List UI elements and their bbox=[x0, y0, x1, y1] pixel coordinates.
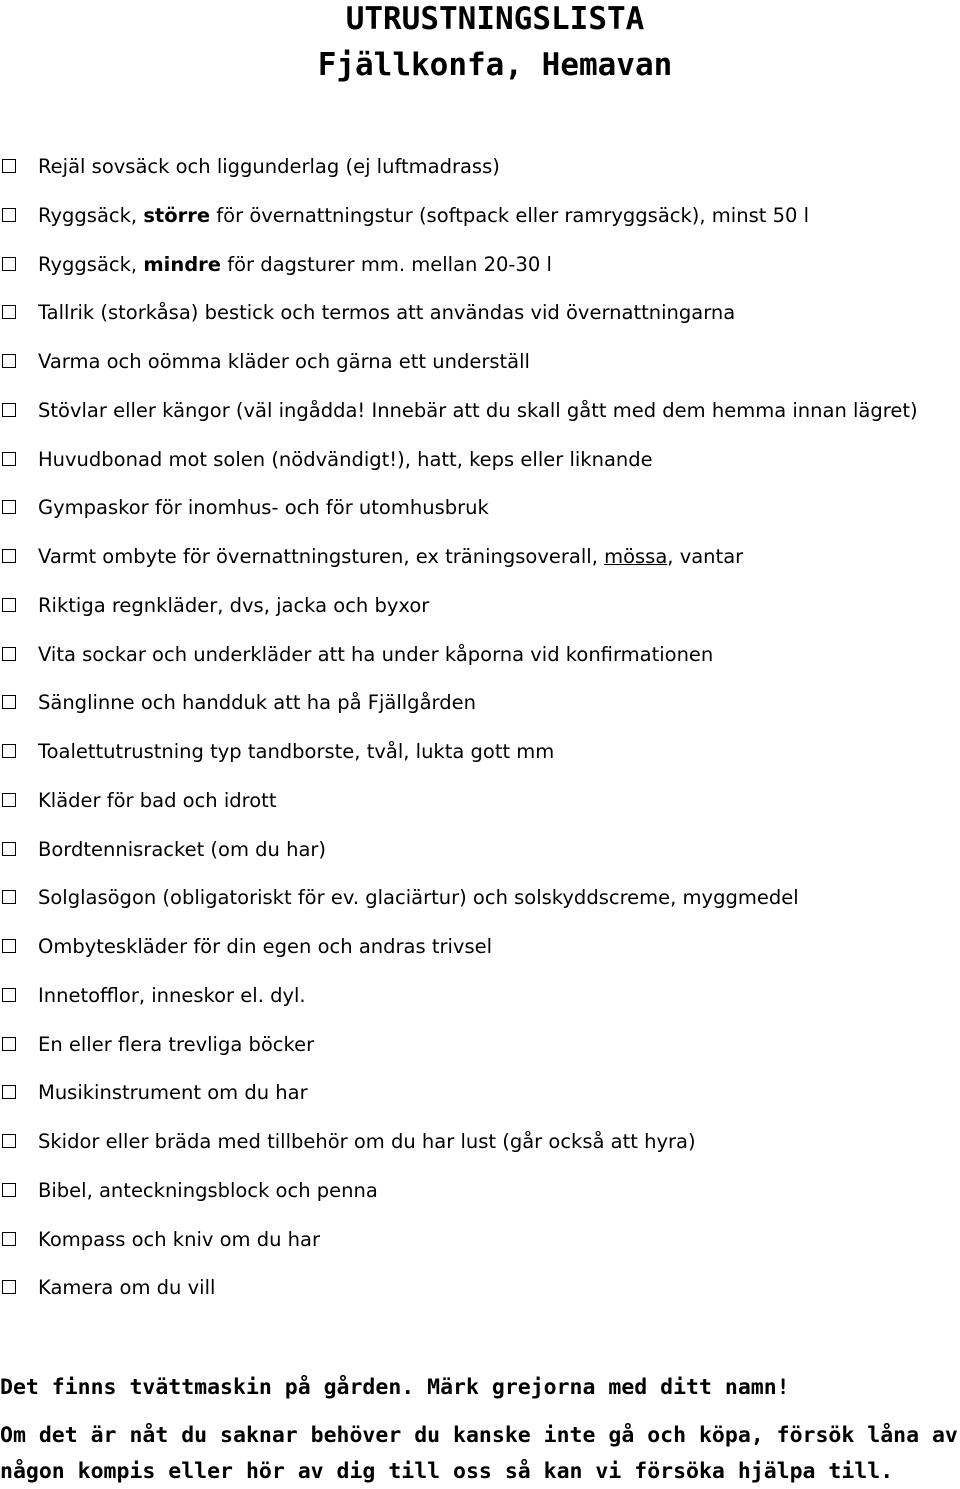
checklist-item bbox=[0, 201, 960, 231]
checklist-item-label bbox=[38, 542, 743, 572]
checkbox[interactable] bbox=[2, 257, 16, 271]
text-segment: Skidor eller bräda med tillbehör om du har lust (går också att hyra) bbox=[38, 1130, 696, 1153]
checklist-item-label bbox=[38, 1030, 314, 1060]
text-segment: Ryggsäck, bbox=[38, 252, 144, 276]
checklist-item bbox=[0, 1176, 960, 1206]
checkbox[interactable] bbox=[2, 159, 16, 173]
checkbox[interactable] bbox=[2, 890, 16, 904]
checklist-item-label bbox=[38, 298, 735, 328]
text-segment: Varmt ombyte för övernattningsturen, ex träningsoverall, bbox=[38, 545, 605, 568]
checkbox[interactable] bbox=[2, 305, 16, 319]
text-segment: Bordtennisracket (om du har) bbox=[38, 837, 327, 861]
text-segment: för dagsturer mm. mellan 20-30 l bbox=[221, 252, 552, 276]
checklist-item-label bbox=[38, 835, 326, 865]
emphasis-bold: mindre bbox=[143, 252, 221, 276]
checklist-item-label bbox=[38, 591, 429, 621]
checklist-item-label bbox=[38, 250, 552, 280]
checklist-item bbox=[0, 640, 960, 670]
footer-note-laundry: Det finns tvättmaskin på gården. Märk grejorna med ditt namn! bbox=[0, 1375, 790, 1400]
text-segment: Ombyteskläder för din egen och andras trivsel bbox=[38, 935, 493, 958]
checklist-item-label bbox=[38, 1225, 320, 1255]
checkbox[interactable] bbox=[2, 549, 16, 563]
checklist-item bbox=[0, 1225, 960, 1255]
checkbox[interactable] bbox=[2, 1183, 16, 1197]
text-segment: En eller flera trevliga böcker bbox=[38, 1032, 315, 1056]
text-segment: Bibel, anteckningsblock och penna bbox=[38, 1178, 378, 1202]
checklist-item bbox=[0, 298, 960, 328]
checklist-item bbox=[0, 688, 960, 718]
emphasis-underline: mössa bbox=[604, 545, 668, 568]
checklist-item bbox=[0, 250, 960, 280]
checklist-item-label bbox=[38, 152, 500, 182]
checklist-item bbox=[0, 591, 960, 621]
checklist-item bbox=[0, 786, 960, 816]
checklist-item-label bbox=[38, 1176, 378, 1206]
checklist-item bbox=[0, 542, 960, 572]
checkbox[interactable] bbox=[2, 647, 16, 661]
text-segment: Rejäl sovsäck och liggunderlag (ej luftmadrass) bbox=[38, 155, 500, 178]
checkbox[interactable] bbox=[2, 793, 16, 807]
checklist-item bbox=[0, 981, 960, 1011]
text-segment: , vantar bbox=[667, 545, 744, 568]
emphasis-bold: större bbox=[143, 203, 211, 227]
text-segment: Kamera om du vill bbox=[38, 1276, 216, 1300]
checklist-item bbox=[0, 445, 960, 475]
text-segment: Kläder för bad och idrott bbox=[38, 788, 277, 812]
text-segment: Stövlar eller kängor (väl ingådda! Innebär att du skall gått med dem hemma innan lägret) bbox=[38, 398, 918, 422]
checklist-item-label bbox=[38, 1127, 696, 1157]
checkbox[interactable] bbox=[2, 695, 16, 709]
checklist-item bbox=[0, 1127, 960, 1157]
checkbox[interactable] bbox=[2, 1232, 16, 1246]
checklist-item bbox=[0, 737, 960, 767]
checkbox[interactable] bbox=[2, 988, 16, 1002]
checkbox[interactable] bbox=[2, 1085, 16, 1099]
checklist-item bbox=[0, 493, 960, 523]
page-title: UTRUSTNINGSLISTA bbox=[345, 1, 645, 37]
text-segment: för övernattningstur (softpack eller ramryggsäck), minst 50 l bbox=[210, 203, 810, 227]
text-segment: Varma och oömma kläder och gärna ett underställ bbox=[38, 350, 530, 373]
checklist-item bbox=[0, 1273, 960, 1303]
checklist-item bbox=[0, 932, 960, 962]
text-segment: Toalettutrustning typ tandborste, tvål, lukta gott mm bbox=[38, 740, 555, 763]
checkbox[interactable] bbox=[2, 1280, 16, 1294]
text-segment: Riktiga regnkläder, dvs, jacka och byxor bbox=[38, 593, 430, 617]
text-segment: Tallrik (storkåsa) bestick och termos att användas vid övernattningarna bbox=[38, 301, 736, 325]
checklist-item-label bbox=[38, 786, 276, 816]
checklist-item bbox=[0, 1078, 960, 1108]
checklist-item-label bbox=[38, 1273, 215, 1303]
checkbox[interactable] bbox=[2, 598, 16, 612]
checklist-item-label bbox=[38, 396, 918, 426]
checklist-item bbox=[0, 396, 960, 426]
footer-note-borrow-line2: någon kompis eller hör av dig till oss så kan vi försöka hjälpa till. bbox=[0, 1459, 894, 1484]
checkbox[interactable] bbox=[2, 842, 16, 856]
page-subtitle: Fjällkonfa, Hemavan bbox=[317, 47, 673, 83]
checklist-item-label bbox=[38, 981, 306, 1011]
checklist-item bbox=[0, 883, 960, 913]
text-segment: Innetofflor, inneskor el. dyl. bbox=[38, 983, 306, 1007]
checklist-item-label bbox=[38, 737, 554, 767]
text-segment: Vita sockar och underkläder att ha under kåporna vid konfirmationen bbox=[38, 642, 714, 666]
checkbox[interactable] bbox=[2, 500, 16, 514]
checklist-item-label bbox=[38, 493, 489, 523]
checklist-item-label bbox=[38, 640, 713, 670]
text-segment: Kompass och kniv om du har bbox=[38, 1227, 320, 1251]
checklist-item-label bbox=[38, 932, 492, 962]
checkbox[interactable] bbox=[2, 452, 16, 466]
text-segment: Solglasögon (obligatoriskt för ev. glaciärtur) och solskyddscreme, myggmedel bbox=[38, 886, 799, 910]
checkbox[interactable] bbox=[2, 744, 16, 758]
checkbox[interactable] bbox=[2, 1037, 16, 1051]
checklist-item-label bbox=[38, 347, 530, 377]
text-segment: Musikinstrument om du har bbox=[38, 1081, 308, 1105]
checkbox[interactable] bbox=[2, 939, 16, 953]
text-segment: Sänglinne och handduk att ha på Fjällgården bbox=[38, 691, 476, 715]
checklist-item-label bbox=[38, 201, 809, 231]
checklist-item bbox=[0, 835, 960, 865]
checklist-item bbox=[0, 152, 960, 182]
checkbox[interactable] bbox=[2, 354, 16, 368]
checklist-item-label bbox=[38, 688, 476, 718]
checklist-item-label bbox=[38, 883, 799, 913]
checkbox[interactable] bbox=[2, 403, 16, 417]
checklist-item-label bbox=[38, 1078, 308, 1108]
checklist-item bbox=[0, 1030, 960, 1060]
checklist-item bbox=[0, 347, 960, 377]
footer-note-borrow-line1: Om det är nåt du saknar behöver du kanske inte gå och köpa, försök låna av bbox=[0, 1423, 958, 1448]
text-segment: Gympaskor för inomhus- och för utomhusbruk bbox=[38, 496, 489, 520]
checklist-item-label bbox=[38, 445, 653, 475]
checkbox[interactable] bbox=[2, 1134, 16, 1148]
checkbox[interactable] bbox=[2, 208, 16, 222]
text-segment: Huvudbonad mot solen (nödvändigt!), hatt, keps eller liknande bbox=[38, 447, 653, 471]
text-segment: Ryggsäck, bbox=[38, 203, 144, 227]
